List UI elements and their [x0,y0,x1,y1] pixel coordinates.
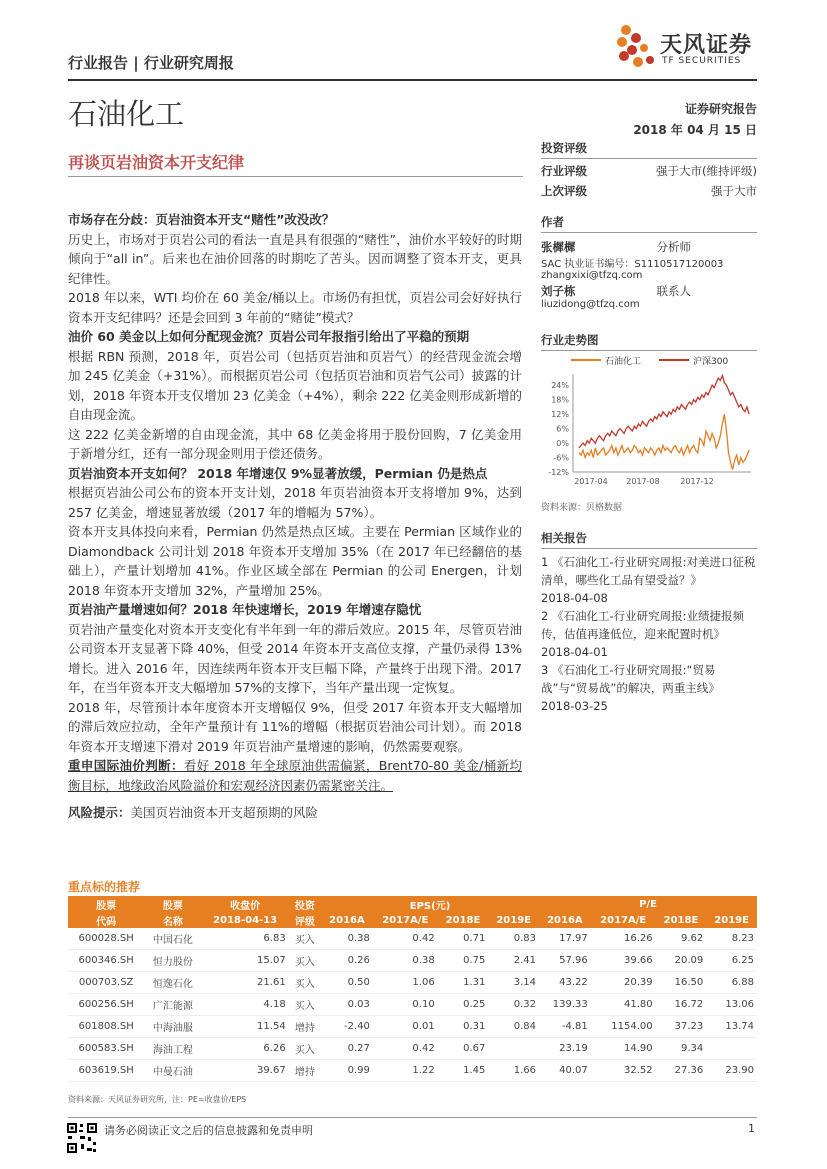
table-cell: 13.74 [706,1016,757,1038]
x-tick-label: 2017-04 [574,477,608,486]
author-email[interactable]: zhangxixi@tfzq.com [541,270,643,281]
y-tick-label: 6% [556,424,569,434]
table-cell: 3.14 [488,972,539,994]
table-cell: 0.83 [488,928,539,950]
footer-divider [68,1117,757,1118]
series-line-沪深300 [579,376,749,448]
author-email[interactable]: liuzidong@tfzq.com [541,299,640,310]
table-cell: 0.38 [321,928,373,950]
column-header: 2017A/E [591,912,656,928]
related-section-title: 相关报告 [541,530,757,549]
table-header-row: 股票 股票 收盘价 投资 EPS(元) P/E [68,896,757,912]
table-cell: -2.40 [321,1016,373,1038]
table-cell: 39.67 [202,1060,289,1082]
y-tick-label: 24% [551,381,569,391]
table-cell: 0.26 [321,950,373,972]
table-cell: 0.75 [438,950,489,972]
column-header: 2016A [539,912,591,928]
table-cell: 40.07 [539,1060,591,1082]
column-header: 2018E [438,912,489,928]
table-cell: 57.96 [539,950,591,972]
table-cell: 600346.SH [68,950,144,972]
rating-box [541,140,757,199]
table-cell: 买入 [289,994,321,1016]
series-line-石油化工 [579,414,749,469]
rating-section-title: 投资评级 [541,140,757,159]
trend-section-title: 行业走势图 [541,332,757,351]
table-cell: 0.84 [488,1016,539,1038]
table-cell: 中海油服 [144,1016,201,1038]
table-cell: 增持 [289,1016,321,1038]
paragraph: 根据 RBN 预测，2018 年，页岩公司（包括页岩油和页岩气）的经营现金流会增加 245 亿美金（+31%）。而根据页岩公司（包括页岩油和页岩气公司）披露的计划，2018 年资本开支仅增加 23 亿美金（+4%），剩余 222 亿美金则形成新增的自由现金流。 [68,348,522,422]
table-cell: 0.31 [438,1016,489,1038]
header-divider [68,79,757,81]
table-cell: 1154.00 [591,1016,656,1038]
table-cell: 0.42 [373,1038,438,1060]
table-cell: 6.26 [202,1038,289,1060]
table-cell: 603619.SH [68,1060,144,1082]
page-number: 1 [748,1122,755,1135]
table-cell: 23.90 [706,1060,757,1082]
table-cell: 2.41 [488,950,539,972]
table-cell: 37.23 [656,1016,707,1038]
logo-text: 天风证券 [660,33,753,58]
table-cell: 买入 [289,972,321,994]
table-cell: -4.81 [539,1016,591,1038]
report-body [68,210,522,823]
table-cell: 20.09 [656,950,707,972]
column-header: 评级 [289,912,321,928]
table-cell: 0.10 [373,994,438,1016]
table-cell: 买入 [289,1038,321,1060]
chart-source: 资料来源：贝格数据 [541,503,623,513]
table-cell: 600583.SH [68,1038,144,1060]
stock-table [68,896,757,1082]
table-cell: 中国石化 [144,928,201,950]
paragraph: 重申国际油价判断：看好 2018 年全球原油供需偏紧，Brent70-80 美金/桶新均衡目标，地缘政治风险溢价和宏观经济因素仍需紧密关注。 [68,758,522,793]
trend-box [541,332,757,351]
table-cell: 恒逸石化 [144,972,201,994]
footer-disclaimer: 请务必阅读正文之后的信息披露和免责申明 [104,1124,313,1137]
table-row [68,950,757,972]
table-cell: 13.06 [706,994,757,1016]
table-cell: 9.34 [656,1038,707,1060]
table-cell: 1.22 [373,1060,438,1082]
table-cell: 41.80 [591,994,656,1016]
table-cell: 15.07 [202,950,289,972]
column-header: 2017A/E [373,912,438,928]
y-tick-label: 18% [551,395,569,405]
stocks-section-title: 重点标的推荐 [68,880,141,894]
table-cell: 601808.SH [68,1016,144,1038]
table-note: 资料来源：天风证券研究所，注：PE=收盘价/EPS [68,1095,247,1104]
paragraph: 历史上，市场对于页岩公司的看法一直是具有很强的“赌性”，油价水平较好的时期倾向于“all in”。后来也在油价回落的时期吃了苦头。因而调整了资本开支，更具纪律性。 [68,231,522,286]
legend-label: 石油化工 [605,357,642,367]
section-heading: 页岩油产量增速如何？2018 年快速增长，2019 年增速存隐忧 [68,602,422,617]
table-cell: 0.67 [438,1038,489,1060]
section-heading: 市场存在分歧：页岩油资本开支“赌性”改没改？ [68,212,335,227]
authors-section-title: 作者 [541,214,757,233]
company-logo-icon [612,24,658,72]
y-tick-label: -12% [548,468,569,477]
author-entry: 刘子栋 联系人 liuzidong@tfzq.com [541,283,757,310]
authors-box [541,214,757,310]
table-cell: 600256.SH [68,994,144,1016]
table-cell: 11.54 [202,1016,289,1038]
y-tick-label: 0% [556,439,569,449]
section-heading: 油价 60 美金以上如何分配现金流？页岩公司年报指引给出了平稳的预期 [68,329,470,344]
x-tick-label: 2017-12 [680,477,714,486]
table-row [68,1016,757,1038]
report-meta [541,100,757,138]
table-cell: 17.97 [539,928,591,950]
table-cell: 1.66 [488,1060,539,1082]
table-cell: 14.90 [591,1038,656,1060]
table-cell: 16.72 [656,994,707,1016]
column-header: 2016A [321,912,373,928]
table-cell: 0.32 [488,994,539,1016]
y-tick-label: -6% [553,453,569,463]
table-cell: 16.26 [591,928,656,950]
table-cell: 0.03 [321,994,373,1016]
table-cell: 0.71 [438,928,489,950]
table-cell: 39.66 [591,950,656,972]
industry-trend-chart [541,350,757,492]
table-cell: 43.22 [539,972,591,994]
table-cell: 0.50 [321,972,373,994]
table-cell: 600028.SH [68,928,144,950]
table-cell: 8.23 [706,928,757,950]
table-cell: 27.36 [656,1060,707,1082]
table-cell: 1.31 [438,972,489,994]
risk-note: 风险提示：美国页岩油资本开支超预期的风险 [68,805,319,820]
table-row [68,1060,757,1082]
table-cell: 买入 [289,950,321,972]
table-cell: 恒力股份 [144,950,201,972]
column-header: 2019E [706,912,757,928]
table-cell: 16.50 [656,972,707,994]
table-row [68,994,757,1016]
table-cell: 139.33 [539,994,591,1016]
table-cell: 1.06 [373,972,438,994]
report-subtitle: 再谈页岩油资本开支纪律 [68,153,245,172]
table-cell: 0.99 [321,1060,373,1082]
table-cell: 增持 [289,1060,321,1082]
table-cell: 23.19 [539,1038,591,1060]
related-item[interactable]: 2 《石油化工-行业研究周报:业绩捷报频传，估值再逢低位，迎来配置时机》 2018-04-01 [541,609,744,659]
table-cell: 0.27 [321,1038,373,1060]
y-tick-label: 12% [551,410,569,420]
table-cell: 买入 [289,928,321,950]
related-item[interactable]: 1 《石油化工-行业研究周报:对美进口征税清单，哪些化工品有望受益？》 2018-04-08 [541,555,756,605]
table-cell: 广汇能源 [144,994,201,1016]
table-cell [706,1038,757,1060]
industry-title: 石油化工 [68,97,185,131]
table-cell [488,1038,539,1060]
table-cell: 0.42 [373,928,438,950]
table-row [68,1038,757,1060]
paragraph: 2018 年，尽管预计本年度资本开支增幅仅 9%，但受 2017 年资本开支大幅增加的滞后效应拉动，全年产量预计有 11%的增幅（根据页岩油公司计划）。而 2018 年资本开支增速下滑对 2019 年页岩油产量增速的影响，仍然需要观察。 [68,699,522,754]
qr-code-icon [66,1122,98,1154]
column-header: 名称 [144,912,201,928]
table-cell: 000703.SZ [68,972,144,994]
table-cell: 20.39 [591,972,656,994]
report-type: 证券研究报告 [684,102,757,116]
table-cell: 6.88 [706,972,757,994]
paragraph: 这 222 亿美金新增的自由现金流，其中 68 亿美金将用于股份回购，7 亿美金用于新增分红，还有一部分现金则用于偿还债务。 [68,426,522,461]
paragraph: 资本开支具体投向来看，Permian 仍然是热点区域。主要在 Permian 区域作业的 Diamondback 公司计划 2018 年资本开支增加 35%（在 2017 年已经翻倍的基础上），产量计划增加 41%。作业区域全部在 Permian 的公司 Energen，计划 2018 年资本开支增加 32%，产量增加 25%。 [68,524,522,598]
table-cell: 4.18 [202,994,289,1016]
column-header: 2018-04-13 [202,912,289,928]
rating-row: 上次评级 强于大市 [541,184,757,198]
table-cell: 6.25 [706,950,757,972]
column-header: 2019E [488,912,539,928]
rating-row: 行业评级 强于大市(维持评级) [541,164,757,178]
paragraph: 2018 年以来，WTI 均价在 60 美金/桶以上。市场仍有担忧，页岩公司会好好执行资本开支纪律吗？还是会回到 3 年前的“赌徒”模式？ [68,290,523,325]
table-cell: 0.25 [438,994,489,1016]
table-cell: 21.61 [202,972,289,994]
table-row [68,928,757,950]
table-cell: 0.38 [373,950,438,972]
column-header: 代码 [68,912,144,928]
table-header-row [68,912,757,928]
subtitle-divider [68,176,523,177]
table-cell: 中曼石油 [144,1060,201,1082]
x-tick-label: 2017-08 [626,477,660,486]
report-category: 行业报告 | 行业研究周报 [68,54,234,72]
report-date: 2018 年 04 月 15 日 [633,123,757,137]
table-cell: 6.83 [202,928,289,950]
column-header: 2018E [656,912,707,928]
paragraph: 根据页岩油公司公布的资本开支计划，2018 年页岩油资本开支将增加 9%，达到 257 亿美金，增速显著放缓（2017 年的增幅为 57%）。 [68,485,522,520]
paragraph: 页岩油产量变化对资本开支变化有半年到一年的滞后效应。2015 年，尽管页岩油公司资本开支显著下降 40%，但受 2014 年资本开支高位支撑，产量仍录得 13%增长。进入 2016 年，因连续两年资本开支巨幅下降，产量终于出现下滑。2017 年，在当年资本开支大幅增加 57%的支撑下，当年产量出现一定恢复。 [68,621,522,695]
table-cell: 海油工程 [144,1038,201,1060]
related-item[interactable]: 3 《石油化工-行业研究周报:“贸易战”与“贸易战”的解决，两重主线》 2018-03-25 [541,663,720,713]
logo-english: TF SECURITIES [662,56,742,66]
legend-label: 沪深300 [693,357,729,367]
table-cell: 1.45 [438,1060,489,1082]
table-row [68,972,757,994]
author-entry: 张樨樨 分析师 SAC 执业证书编号：S1110517120003 zhangxixi@tfzq.com [541,239,757,281]
related-box [541,530,757,715]
section-heading: 页岩油资本开支如何？ 2018 年增速仅 9%显著放缓，Permian 仍是热点 [68,465,488,481]
table-cell: 9.62 [656,928,707,950]
table-cell: 32.52 [591,1060,656,1082]
table-cell: 0.01 [373,1016,438,1038]
